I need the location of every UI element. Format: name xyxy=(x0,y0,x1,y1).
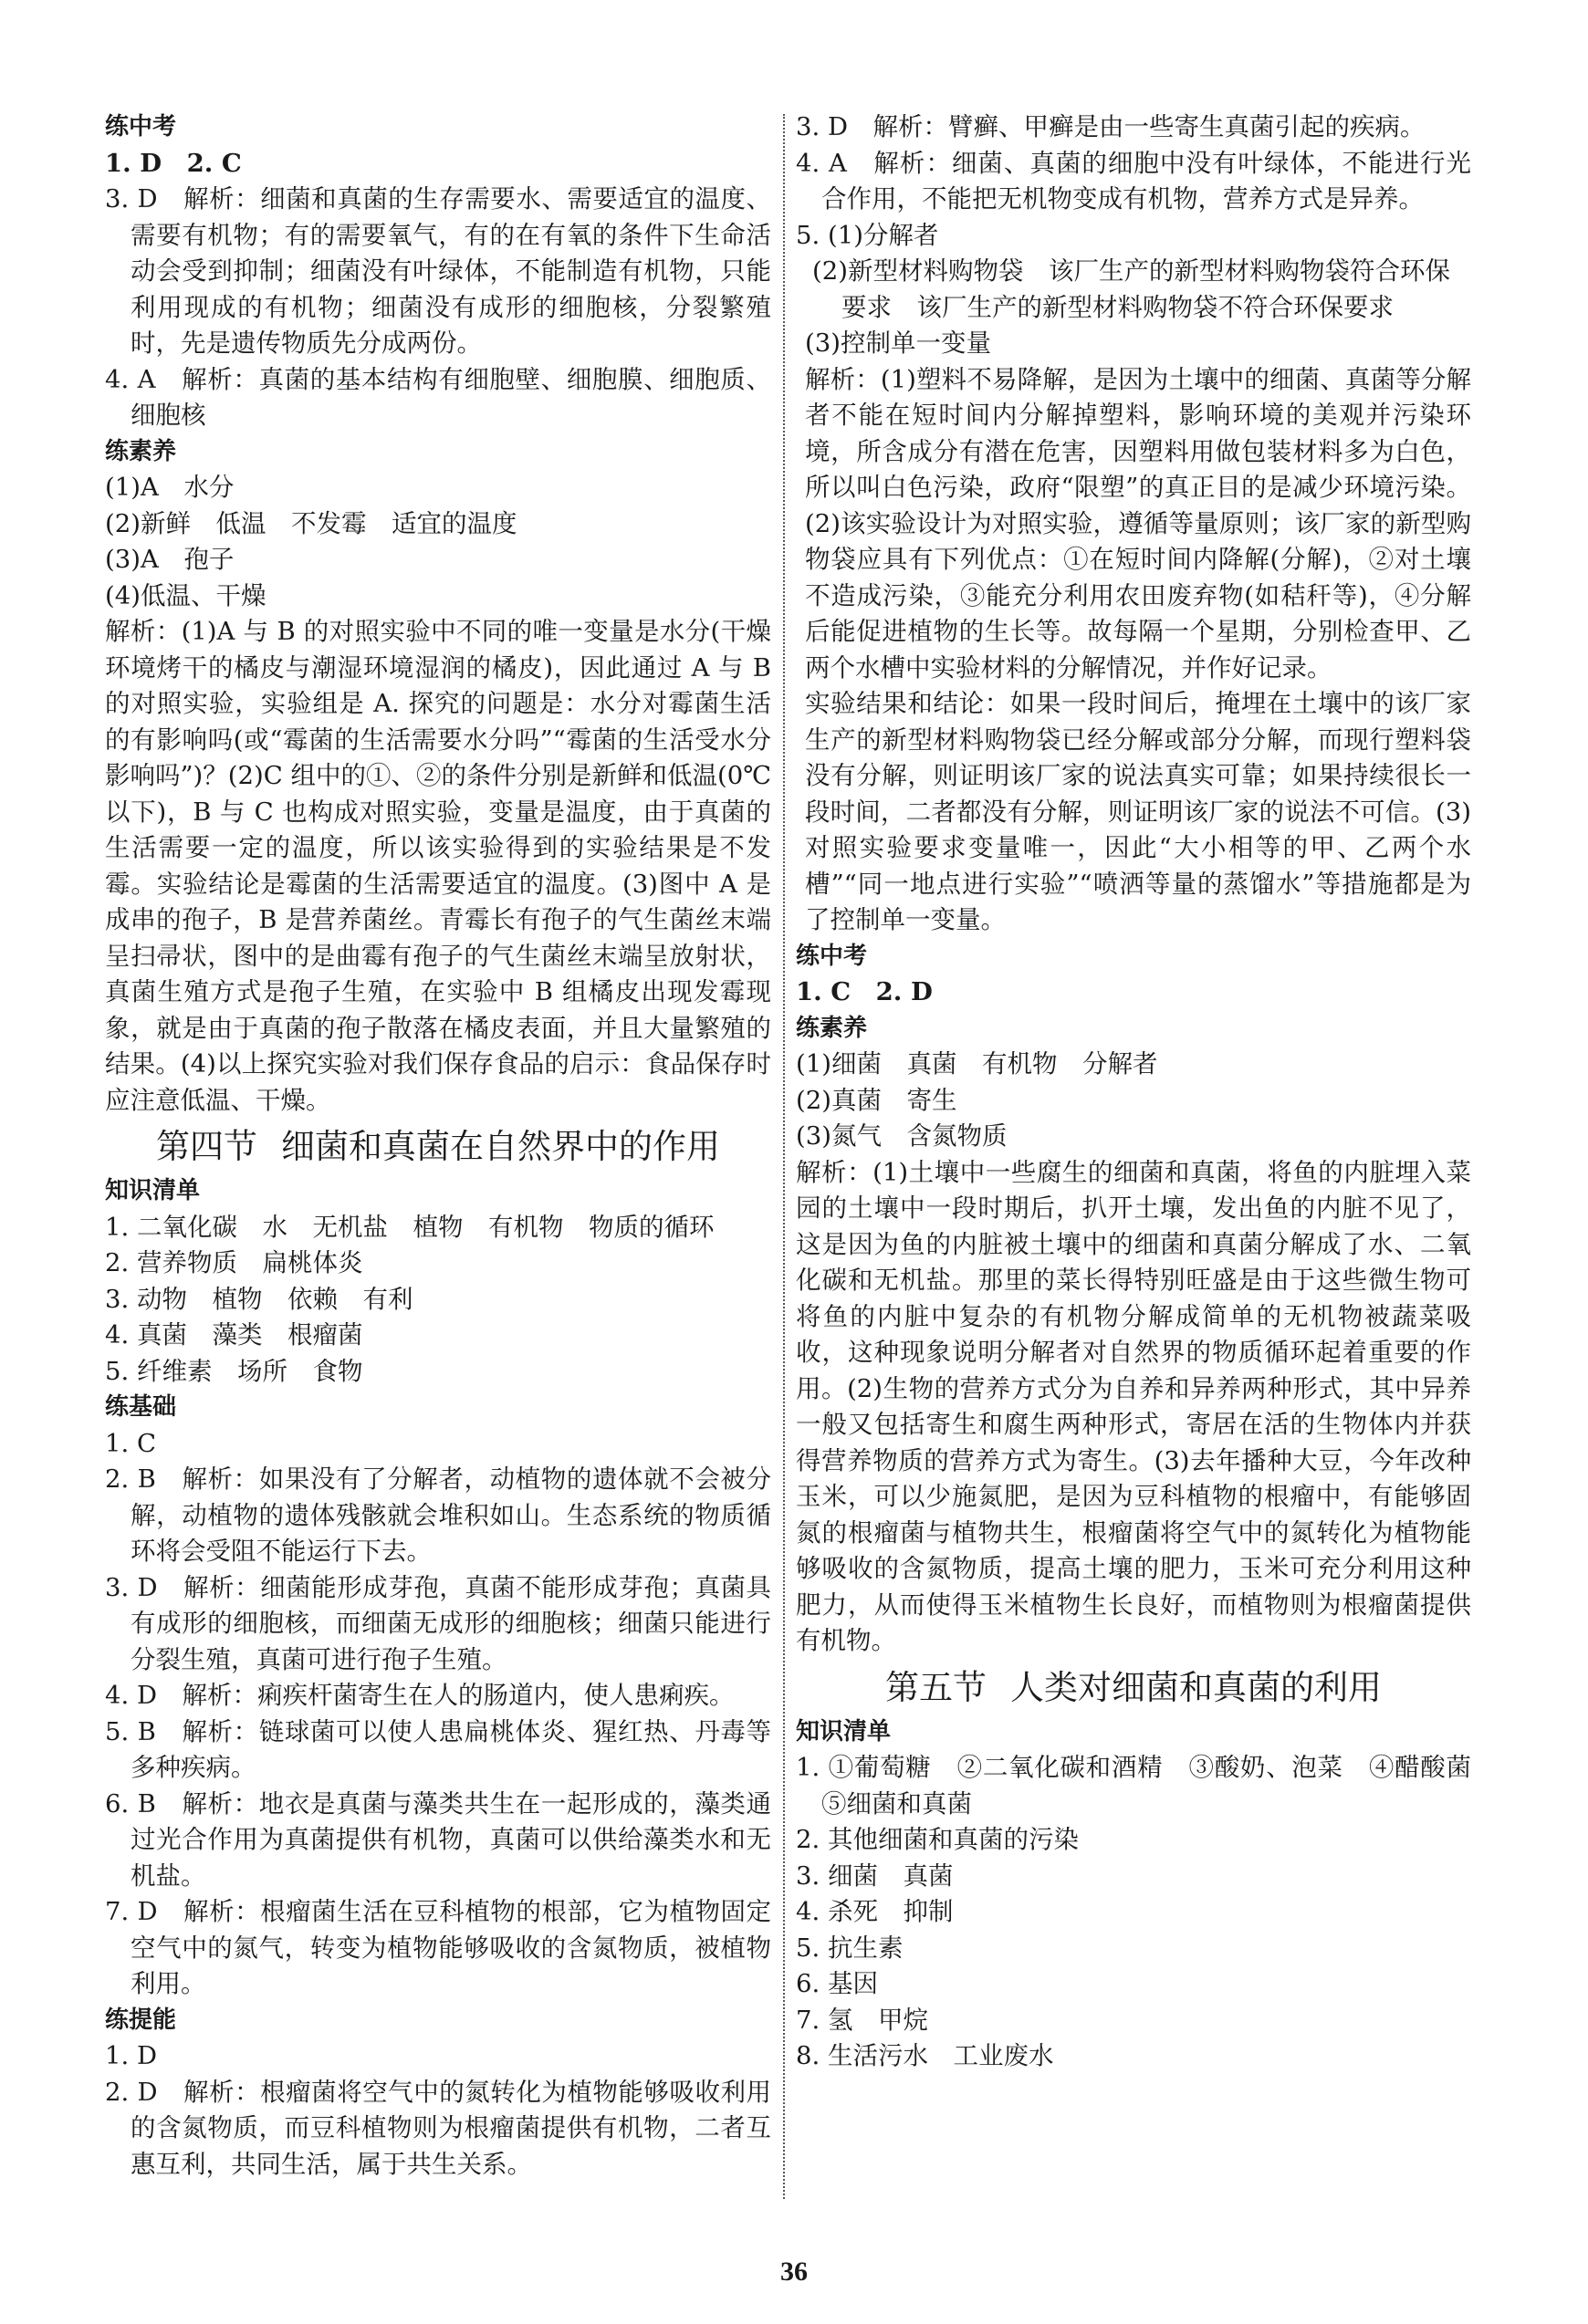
column-divider xyxy=(783,114,785,2199)
answer-line: 6. B 解析：地衣是真菌与藻类共生在一起形成的，藻类通过光合作用为真菌提供有机物，真菌可以供给藻类水和无机盐。 xyxy=(105,1788,771,1891)
answer-line: 2. 营养物质 扁桃体炎 xyxy=(105,1248,363,1277)
answer-line: 4. A 解析：真菌的基本结构有细胞壁、细胞膜、细胞质、细胞核 xyxy=(105,364,771,430)
heading-zhishi-qingdan: 知识清单 xyxy=(796,1717,892,1746)
heading-lian-jichu: 练基础 xyxy=(105,1393,177,1421)
heading-lian-zhongkao: 练中考 xyxy=(796,942,868,970)
heading-zhishi-qingdan: 知识清单 xyxy=(105,1177,201,1204)
section-name: 人类对细菌和真菌的利用 xyxy=(1010,1667,1382,1707)
answer-line: 3. 细菌 真菌 xyxy=(796,1860,954,1891)
heading-lian-suyang: 练素养 xyxy=(105,437,177,465)
answer-line: (2)新鲜 低温 不发霉 适宜的温度 xyxy=(105,508,517,538)
answer-line: 4. 杀死 抑制 xyxy=(796,1897,954,1926)
answer-line: (4)低温、干燥 xyxy=(105,580,266,610)
answer-line: 4. 真菌 藻类 根瘤菌 xyxy=(105,1320,363,1350)
answer-line: 5. B 解析：链球菌可以使人患扁桃体炎、猩红热、丹毒等多种疾病。 xyxy=(105,1716,771,1782)
answer-line: 5. 纤维素 场所 食物 xyxy=(105,1356,363,1386)
answer-line: (3)氮气 含氮物质 xyxy=(796,1121,1008,1151)
section-name: 细菌和真菌在自然界中的作用 xyxy=(281,1127,720,1166)
answer-line: 6. 基因 xyxy=(796,1969,878,1998)
answer-line: 4. A 解析：细菌、真菌的细胞中没有叶绿体，不能进行光合作用，不能把无机物变成有机物，营养方式是异养。 xyxy=(796,148,1471,214)
answer-line: 1. C 2. D xyxy=(796,977,933,1006)
section-title xyxy=(105,1124,771,1170)
answer-line: 1. ①葡萄糖 ②二氧化碳和酒精 ③酸奶、泡菜 ④醋酸菌 ⑤细菌和真菌 xyxy=(796,1753,1497,1819)
answer-line: 1. C xyxy=(105,1428,157,1458)
heading-lian-tineng: 练提能 xyxy=(105,2006,177,2034)
answer-line: (3)控制单一变量 xyxy=(805,328,991,358)
left-column xyxy=(105,109,771,2183)
heading-lian-suyang: 练素养 xyxy=(796,1014,868,1042)
answer-line: 2. D 解析：根瘤菌将空气中的氮转化为植物能够吸收利用的含氮物质，而豆科植物则为根瘤菌提供有机物，二者互惠互利，共同生活，属于共生关系。 xyxy=(105,2077,771,2179)
answer-line: 3. D 解析：臂癣、甲癣是由一些寄生真菌引起的疾病。 xyxy=(796,112,1426,141)
answer-line: 7. D 解析：根瘤菌生活在豆科植物的根部，它为植物固定空气中的氮气，转变为植物能够吸收的含氮物质，被植物利用。 xyxy=(105,1897,771,1998)
answer-line: 8. 生活污水 工业废水 xyxy=(796,2041,1054,2070)
answer-line: 5. 抗生素 xyxy=(796,1933,904,1963)
answer-line: 7. 氢 甲烷 xyxy=(796,2005,928,2035)
section-number: 第五节 xyxy=(885,1667,987,1707)
explanation: 解析：(1)塑料不易降解，是因为土壤中的细菌、真菌等分解者不能在短时间内分解掉塑料，影响环境的美观并污染环境，所含成分有潜在危害，因塑料用做包装材料多为白色，所以叫白色污染，政府“限塑”的真正目的是减少环境污染。(2)该实验设计为对照实验，遵循等量原则；该厂家的新型购物袋应具有下列优点：①在短时间内降解(分解)，②对土壤不造成污染，③能充分利用农田废弃物(如秸秆等)，④分解后能促进植物的生长等。故每隔一个星期，分别检查甲、乙两个水槽中实验材料的分解情况，并作好记录。 xyxy=(805,364,1471,683)
answer-line: 3. 动物 植物 依赖 有利 xyxy=(105,1284,413,1314)
page-number: 36 xyxy=(780,2256,808,2287)
answer-line: 1. D xyxy=(105,2041,158,2070)
answer-line: (2)新型材料购物袋 该厂生产的新型材料购物袋符合环保要求 该厂生产的新型材料购物袋不符合环保要求 xyxy=(812,256,1450,322)
answer-line: 2. B 解析：如果没有了分解者，动植物的遗体就不会被分解，动植物的遗体残骸就会堆积如山。生态系统的物质循环将会受阻不能运行下去。 xyxy=(105,1464,771,1566)
explanation: 实验结果和结论：如果一段时间后，掩埋在土壤中的该厂家生产的新型材料购物袋已经分解或部分分解，而现行塑料袋没有分解，则证明该厂家的说法真实可靠；如果持续很长一段时间，二者都没有分解，则证明该厂家的说法不可信。(3)对照实验要求变量唯一，因此“大小相等的甲、乙两个水槽”“同一地点进行实验”“喷洒等量的蒸馏水”等措施都是为了控制单一变量。 xyxy=(805,689,1471,934)
answer-line: (1)细菌 真菌 有机物 分解者 xyxy=(796,1049,1158,1079)
answer-line: 3. D 解析：细菌和真菌的生存需要水、需要适宜的温度、需要有机物；有的需要氧气，有的在有氧的条件下生命活动会受到抑制；细菌没有叶绿体，不能制造有机物，只能利用现成的有机物；细菌没有成形的细胞核，分裂繁殖时，先是遗传物质先分成两份。 xyxy=(105,184,771,358)
answer-line: (3)A 孢子 xyxy=(105,545,235,574)
answer-line: 3. D 解析：细菌能形成芽孢，真菌不能形成芽孢；真菌具有成形的细胞核，而细菌无成形的细胞核；细菌只能进行分裂生殖，真菌可进行孢子生殖。 xyxy=(105,1572,771,1674)
answer-line: 1. 二氧化碳 水 无机盐 植物 有机物 物质的循环 xyxy=(105,1212,715,1242)
right-column xyxy=(796,109,1497,2075)
answer-line: 4. D 解析：痢疾杆菌寄生在人的肠道内，使人患痢疾。 xyxy=(105,1681,735,1710)
section-title xyxy=(796,1665,1471,1711)
section-number: 第四节 xyxy=(156,1127,257,1166)
explanation: 解析：(1)A 与 B 的对照实验中不同的唯一变量是水分(干燥环境烤干的橘皮与潮湿环境湿润的橘皮)，因此通过 A 与 B 的对照实验，实验组是 A. 探究的问题是：水分对霉菌生活的有影响吗(或“霉菌的生活需要水分吗”“霉菌的生活受水分影响吗”)？(2)C 组中的①、②的条件分别是新鲜和低温(0℃以下)，B 与 C 也构成对照实验，变量是温度，由于真菌的生活需要一定的温度，所以该实验得到的实验结果是不发霉。实验结论是霉菌的生活需要适宜的温度。(3)图中 A 是成串的孢子，B 是营养菌丝。青霉长有孢子的气生菌丝末端呈扫帚状，图中的是曲霉有孢子的气生菌丝末端呈放射状，真菌生殖方式是孢子生殖，在实验中 B 组橘皮出现发霉现象，就是由于真菌的孢子散落在橘皮表面，并且大量繁殖的结果。(4)以上探究实验对我们保存食品的启示：食品保存时应注意低温、干燥。 xyxy=(105,617,772,1115)
heading-lian-zhongkao: 练中考 xyxy=(105,113,177,141)
answer-line: 1. D 2. C xyxy=(105,148,242,178)
answer-line: 5. (1)分解者 xyxy=(796,220,939,250)
answer-line: 2. 其他细菌和真菌的污染 xyxy=(796,1825,1079,1854)
answer-line: (1)A 水分 xyxy=(105,473,235,502)
answer-line: (2)真菌 寄生 xyxy=(796,1085,957,1115)
explanation: 解析：(1)土壤中一些腐生的细菌和真菌，将鱼的内脏埋入菜园的土壤中一段时期后，扒开土壤，发出鱼的内脏不见了，这是因为鱼的内脏被土壤中的细菌和真菌分解成了水、二氧化碳和无机盐。那里的菜长得特别旺盛是由于这些微生物可将鱼的内脏中复杂的有机物分解成简单的无机物被蔬菜吸收，这种现象说明分解者对自然界的物质循环起着重要的作用。(2)生物的营养方式分为自养和异养两种形式，其中异养一般又包括寄生和腐生两种形式，寄居在活的生物体内并获得营养物质的营养方式为寄生。(3)去年播种大豆，今年改种玉米，可以少施氮肥，是因为豆科植物的根瘤中，有能够固氮的根瘤菌与植物共生，根瘤菌将空气中的氮转化为植物能够吸收的含氮物质，提高土壤的肥力，玉米可充分利用这种肥力，从而使得玉米植物生长良好，而植物则为根瘤菌提供有机物。 xyxy=(796,1157,1471,1655)
